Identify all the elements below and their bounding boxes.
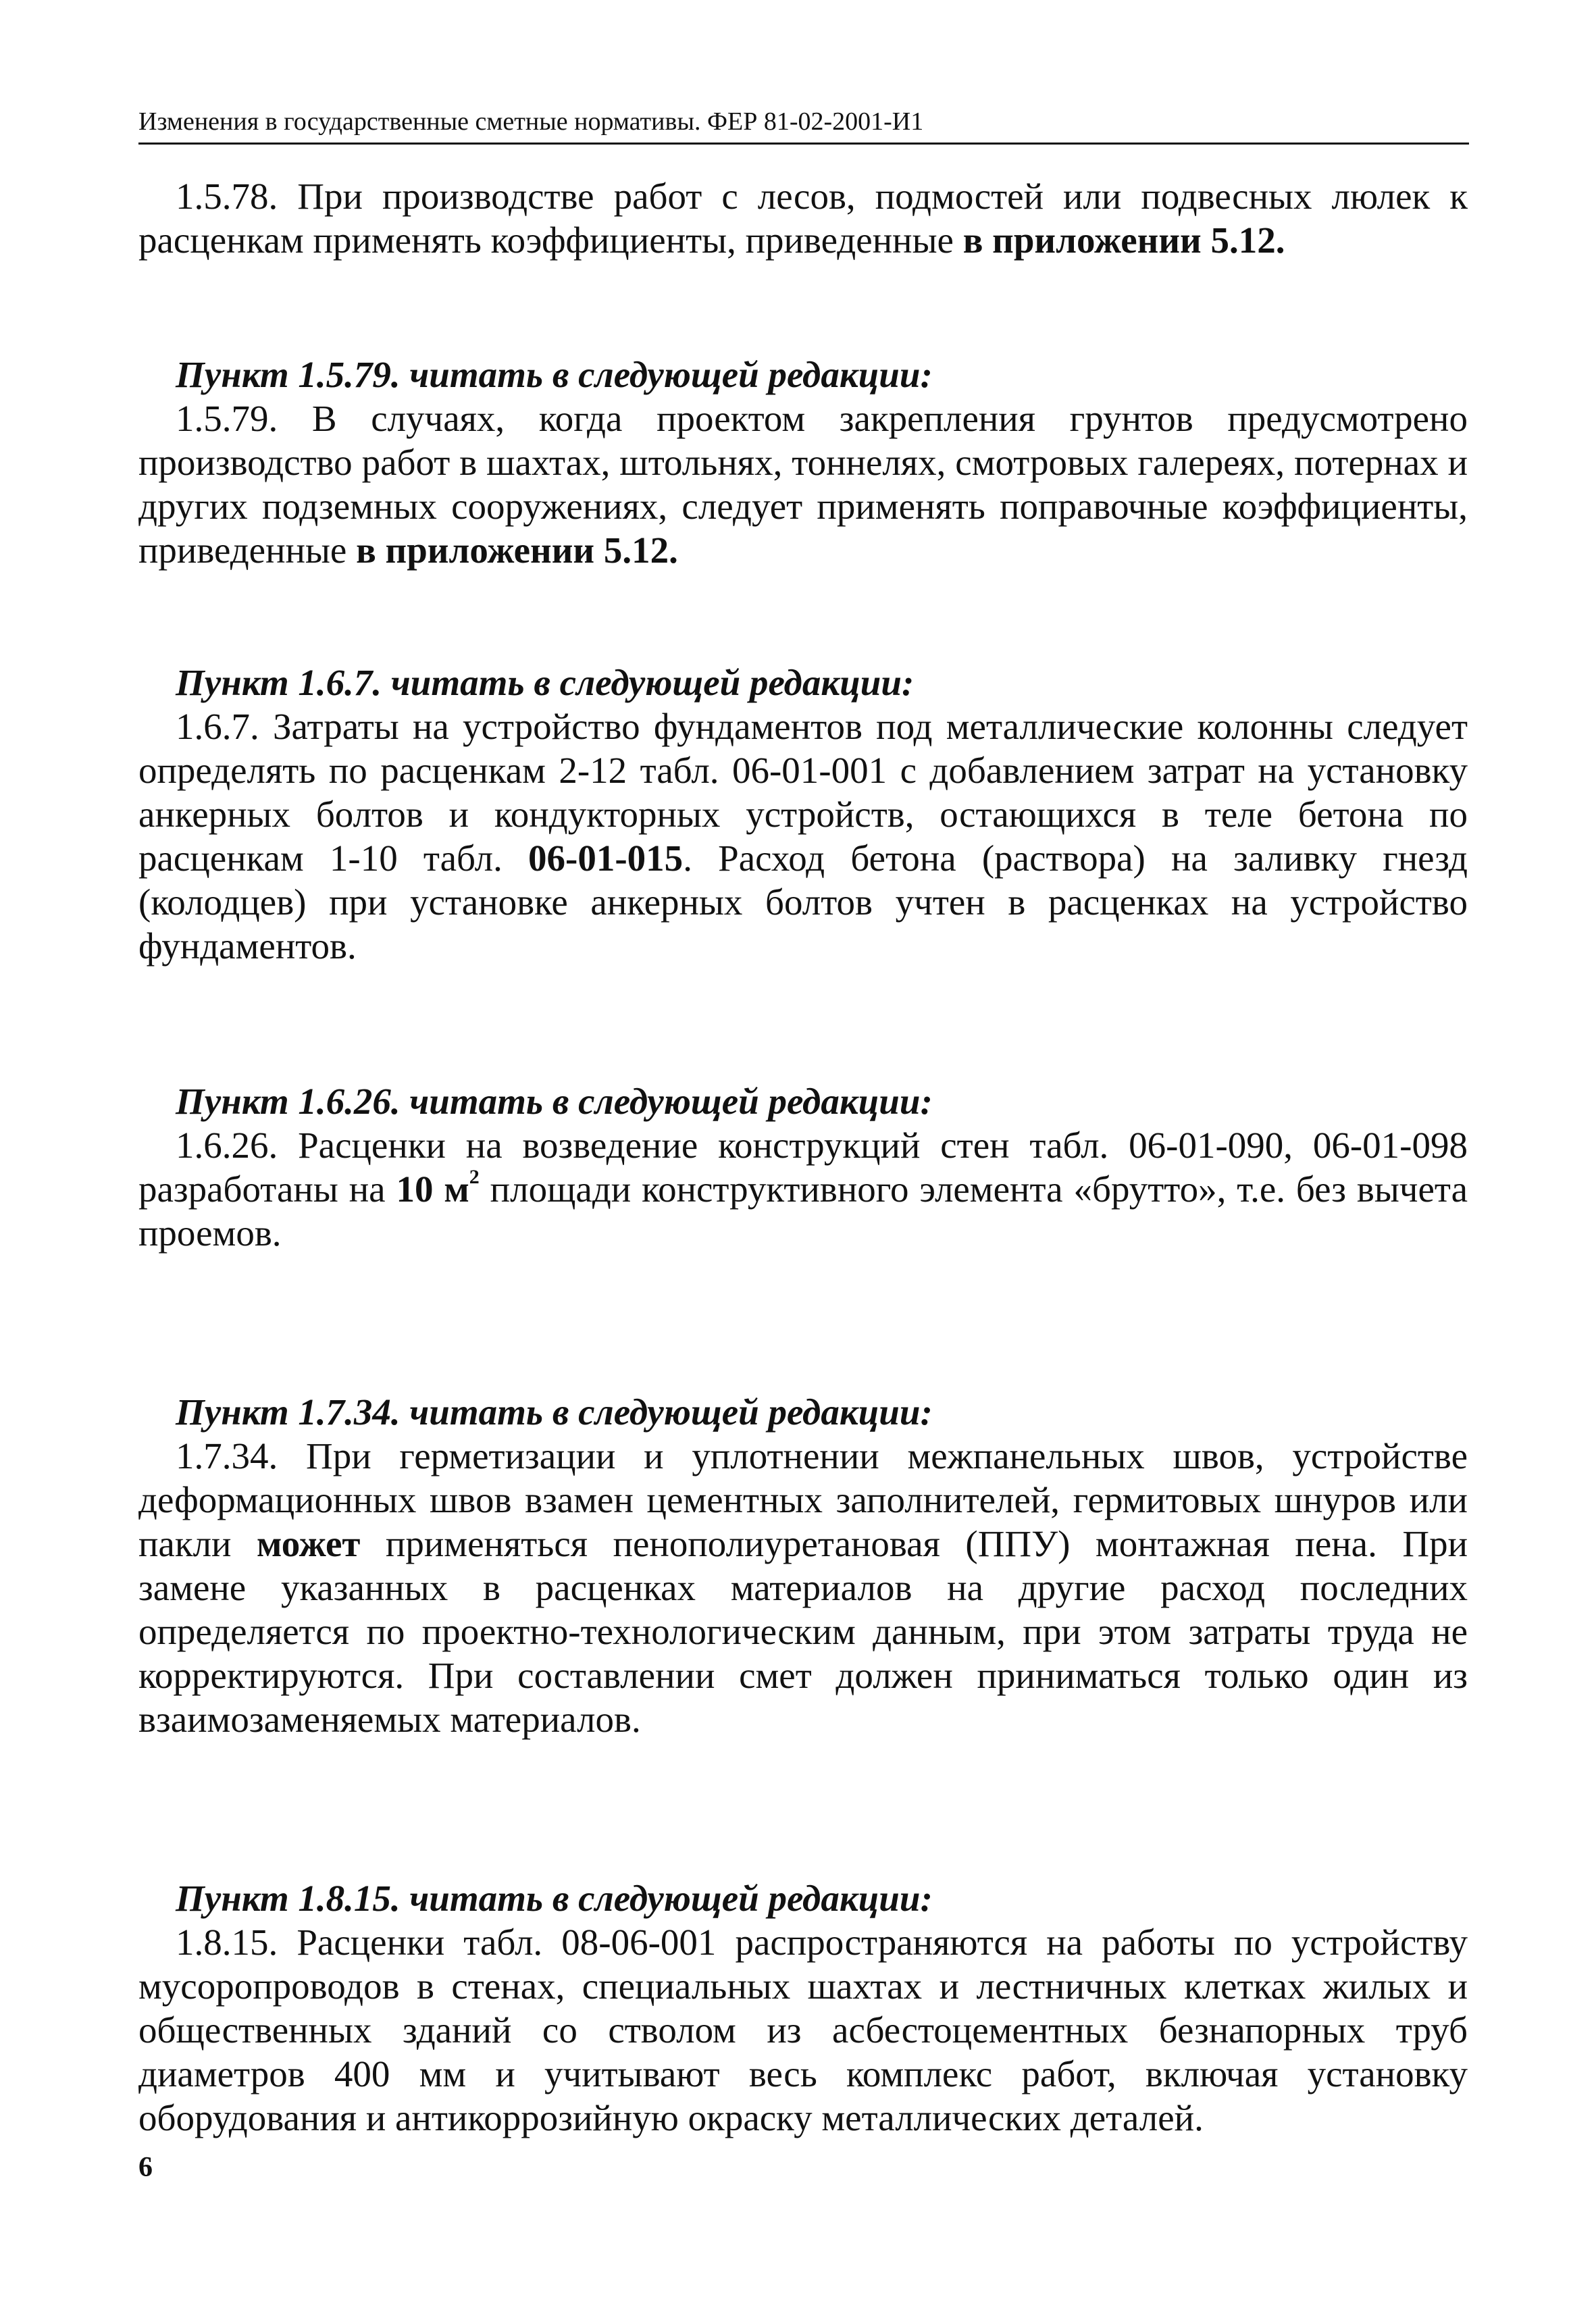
paragraph-text: 1.5.78. При производстве работ с лесов, подмостей или подвесных люлек к расценкам применять коэффициенты, приведенные <box>138 176 1468 261</box>
document-body <box>138 174 1468 2140</box>
section-heading: Пункт 1.6.7. читать в следующей редакции: <box>176 662 915 703</box>
paragraph <box>138 1123 1468 1255</box>
paragraph-text: 1.6.7. Затраты на устройство фундаментов под металлические колонны следует определять по расценкам 2-12 табл. 06-01-001 с добавлением затрат на установку анкерных болтов и кондукторных устройств, остающихся в теле бетона по расценкам 1-10 табл. <box>138 706 1468 879</box>
paragraph-text: применяться пенополиуретановая (ППУ) монтажная пена. При замене указанных в расценках материалов на другие расход последних определяется по проектно-технологическим данным, при этом затраты труда не корректируются. При составлении смет должен приниматься только один из взаимозаменяемых материалов. <box>138 1523 1468 1740</box>
paragraph-text: 1.7.34. При герметизации и уплотнении межпанельных швов, устройстве деформационных швов взамен цементных заполнителей, гермитовых шнуров или пакли <box>138 1435 1468 1564</box>
section-heading: Пункт 1.6.26. читать в следующей редакции: <box>176 1081 933 1122</box>
paragraph-bold-ref: 06-01-015 <box>528 838 684 879</box>
running-header: Изменения в государственные сметные нормативы. ФЕР 81-02-2001-И1 <box>138 105 1469 145</box>
paragraph-text: площади конструктивного элемента «брутто», т.е. без вычета проемов. <box>138 1168 1468 1254</box>
section-1-6-26 <box>138 1079 1468 1255</box>
area-unit <box>396 1168 479 1210</box>
paragraph-bold-ref: в приложении 5.12. <box>962 220 1285 261</box>
page-number: 6 <box>138 2152 153 2183</box>
superscript: 2 <box>469 1166 480 1188</box>
paragraph-bold-word: может <box>256 1523 361 1564</box>
paragraph-bold-ref: в приложении 5.12. <box>356 530 678 571</box>
section-1-8-15 <box>138 1876 1468 2140</box>
paragraph <box>138 1920 1468 2140</box>
paragraph-text: 1.6.26. Расценки на возведение конструкций стен табл. 06-01-090, 06-01-098 разработаны на <box>138 1125 1468 1210</box>
section-heading: Пункт 1.5.79. читать в следующей редакции: <box>176 354 933 395</box>
section-heading: Пункт 1.8.15. читать в следующей редакции: <box>176 1878 933 1919</box>
paragraph-bold-ref: 10 м <box>396 1168 469 1210</box>
section-1-5-78 <box>138 174 1468 262</box>
section-1-6-7 <box>138 661 1468 968</box>
paragraph <box>138 174 1468 262</box>
paragraph-text: 1.8.15. Расценки табл. 08-06-001 распространяются на работы по устройству мусоропроводов в стенах, специальных шахтах и лестничных клетках жилых и общественных зданий со стволом из асбестоцементных безнапорных труб диаметров 400 мм и учитывают весь комплекс работ, включая установку оборудования и антикоррозийную окраску металлических деталей. <box>138 1922 1468 2138</box>
section-1-5-79 <box>138 353 1468 572</box>
paragraph <box>138 396 1468 572</box>
paragraph <box>138 704 1468 968</box>
paragraph-text: 1.5.79. В случаях, когда проектом закрепления грунтов предусмотрено производство работ в шахтах, штольнях, тоннелях, смотровых галереях, потернах и других подземных сооружениях, следует применять поправочные коэффициенты, приведенные <box>138 398 1468 571</box>
paragraph <box>138 1434 1468 1741</box>
paragraph-text: . Расход бетона (раствора) на заливку гнезд (колодцев) при установке анкерных болтов учтен в расценках на устройство фундаментов. <box>138 838 1468 967</box>
section-heading: Пункт 1.7.34. читать в следующей редакции: <box>176 1391 933 1433</box>
section-1-7-34 <box>138 1390 1468 1741</box>
